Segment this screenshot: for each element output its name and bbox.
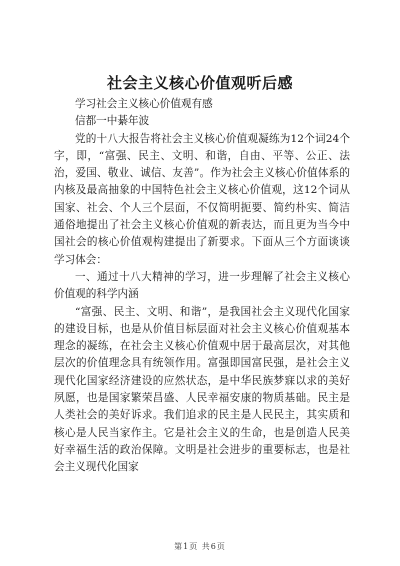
paragraph-intro: 党的十八大报告将社会主义核心价值观凝练为12个词24个字，即，“富强、民主、文明、和谐，自由、平等、公正、法治，爱国、敬业、诚信、友善”。作为社会主义核心价值体系的内核及最高抽象的中国特色社会主义核心价值观，这12个词从国家、社会、个人三个层面，不仅简明扼要、简约朴实、简洁通俗地提出了社会主义核心价值观的新表达，而且更为当今中国社会的核心价值观构建提出了新要求。下面从三个方面谈谈学习体会： bbox=[54, 132, 350, 266]
paragraph-section-body: “富强、民主、文明、和谐”，是我国社会主义现代化国家的建设目标，也是从价值目标层面对社会主义核心价值观基本理念的凝练，在社会主义核心价值观中居于最高层次，对其他层次的价值理念具有统领作用。富强即国富民强，是社会主义现代化国家经济建设的应然状态，是中华民族梦寐以求的美好夙愿，也是国家繁荣昌盛、人民幸福安康的物质基础。民主是人类社会的美好诉求。我们追求的民主是人民民主，其实质和核心是人民当家作主。它是社会主义的生命，也是创造人民美好幸福生活的政治保障。文明是社会进步的重要标志，也是社会主义现代化国家 bbox=[54, 305, 350, 474]
paragraph-subtitle: 学习社会主义核心价值观有感 bbox=[75, 98, 213, 110]
document-title: 社会主义核心价值观听后感 bbox=[106, 74, 293, 92]
paragraph-section-heading: 一、通过十八大精神的学习，进一步理解了社会主义核心价值观的科学内涵 bbox=[54, 270, 350, 301]
document-body bbox=[54, 96, 350, 477]
paragraph-author: 信都一中綦年波 bbox=[75, 115, 150, 128]
page-footer: 第1页 共6页 bbox=[174, 542, 226, 551]
